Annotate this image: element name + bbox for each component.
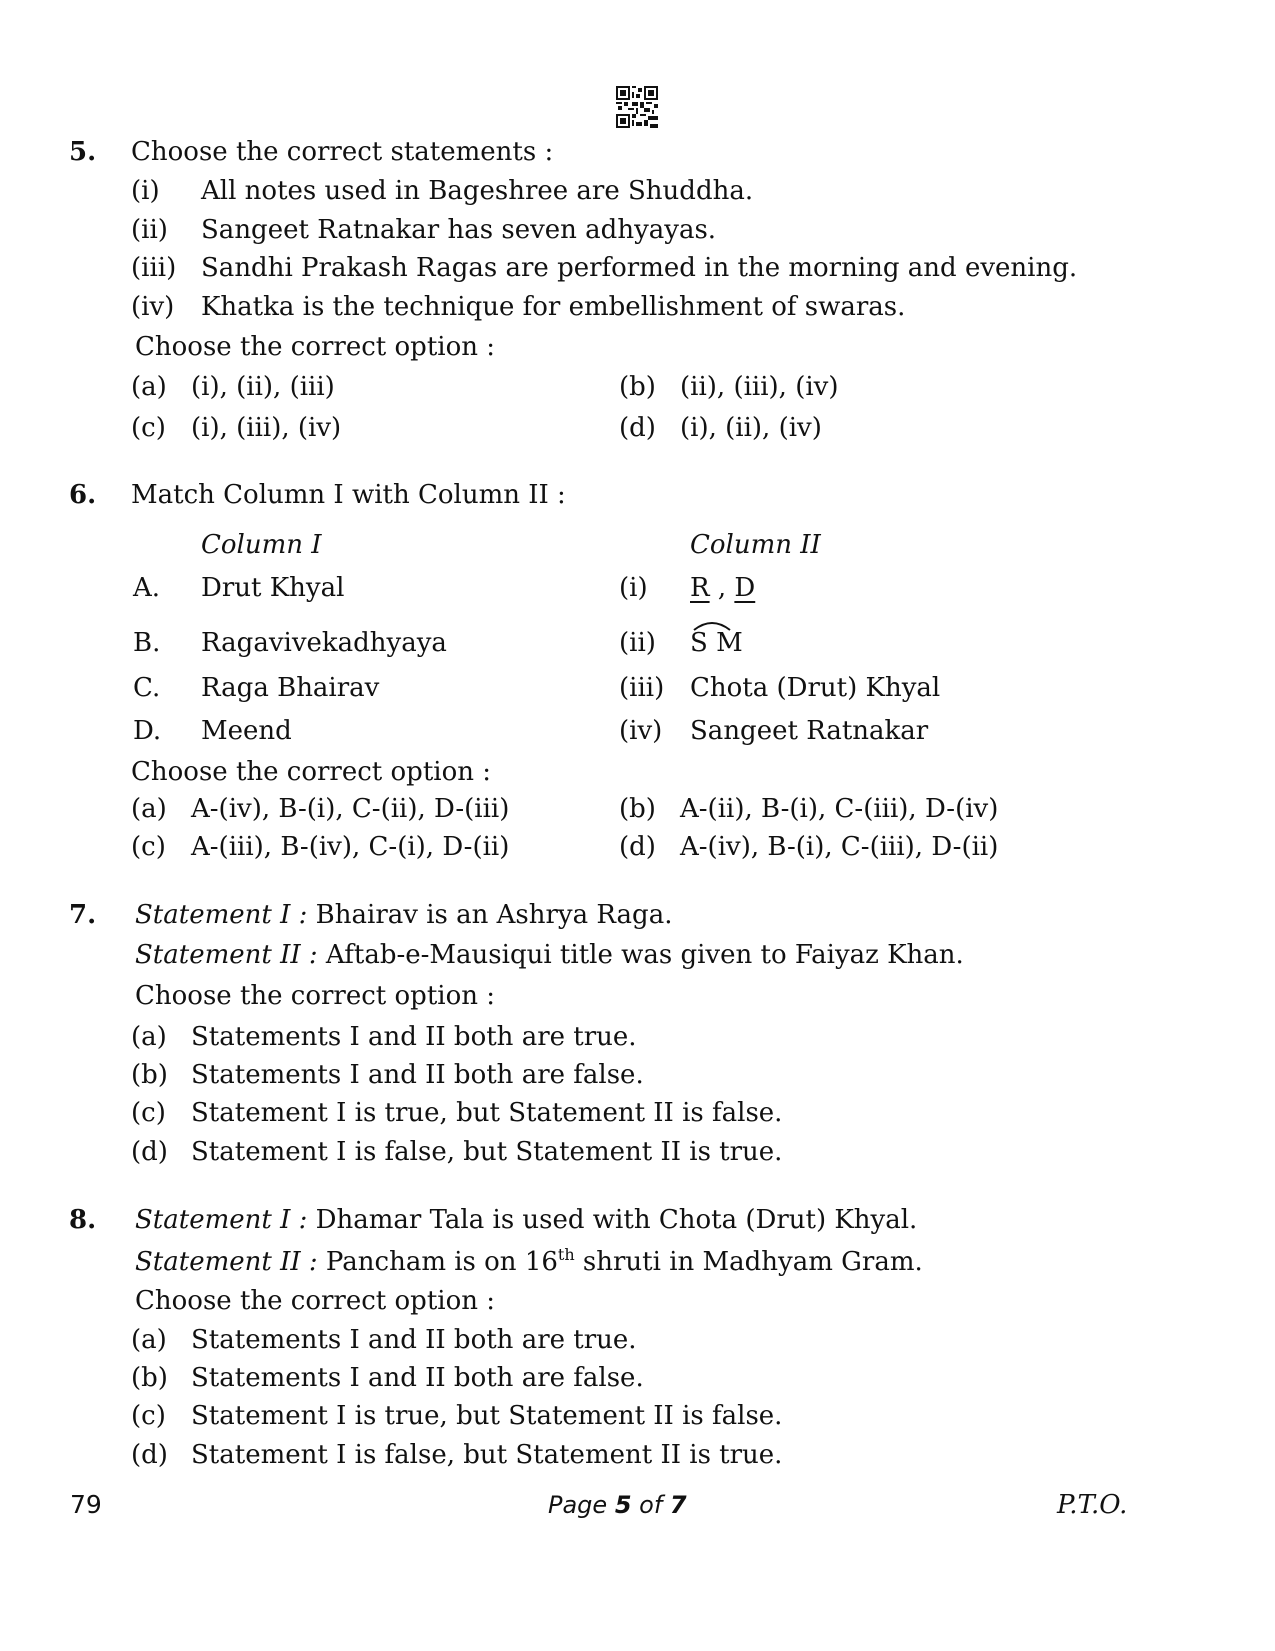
option-label: (c) [131,413,166,443]
statement-1-text: Bhairav is an Ashrya Raga. [307,900,673,930]
option-text: Statement I is true, but Statement II is false. [191,1401,783,1431]
match-label: (ii) [619,628,656,658]
statement-text: All notes used in Bageshree are Shuddha. [201,176,754,206]
option-text: A-(iii), B-(iv), C-(i), D-(ii) [191,832,510,862]
statement-1-label: Statement I : [135,1205,308,1235]
option-label: (a) [131,1325,167,1355]
match-label: B. [133,628,161,658]
statement-2-text-end: shruti in Madhyam Gram. [574,1247,923,1277]
statement-label: (i) [131,176,160,206]
question-number: 5. [69,137,97,167]
option-text: (i), (iii), (iv) [191,413,342,443]
page-prefix: Page [548,1491,615,1519]
match-label: (iv) [619,716,663,746]
option-text: Statement I is false, but Statement II is true. [191,1440,783,1470]
statement-2-text: Aftab-e-Mausiqui title was given to Faiyaz Khan. [317,940,964,970]
option-text: A-(ii), B-(i), C-(iii), D-(iv) [680,794,999,824]
paper-code: 79 [70,1490,102,1519]
statement-2 [135,942,964,968]
page-number [548,1493,687,1517]
pto-label: P.T.O. [1057,1490,1128,1520]
qr-code-icon [616,86,658,128]
match-item: Meend [201,716,292,746]
statement-1-text: Dhamar Tala is used with Chota (Drut) Khyal. [307,1205,918,1235]
option-label: (c) [131,1401,166,1431]
match-item-notation [690,575,755,601]
option-label: (d) [131,1137,168,1167]
statement-text: Khatka is the technique for embellishment of swaras. [201,292,906,322]
option-text: Statements I and II both are false. [191,1363,644,1393]
page-current: 5 [614,1491,632,1519]
match-label: (iii) [619,673,665,703]
ordinal-suffix: th [557,1245,575,1264]
option-text: Statement I is true, but Statement II is false. [191,1098,783,1128]
option-prompt: Choose the correct option : [135,981,496,1011]
question-number: 8. [69,1205,97,1235]
column-2-header: Column II [690,530,821,560]
option-text: Statements I and II both are true. [191,1325,637,1355]
page-total: 7 [669,1491,687,1519]
statement-1 [135,1207,917,1233]
option-prompt: Choose the correct option : [131,757,492,787]
statement-2-label: Statement II : [135,940,318,970]
komal-note: D [734,573,756,603]
match-label: D. [133,716,162,746]
statement-label: (iii) [131,253,177,283]
option-label: (c) [131,1098,166,1128]
option-label: (d) [619,832,656,862]
match-label: C. [133,673,161,703]
option-label: (c) [131,832,166,862]
option-text: Statements I and II both are false. [191,1060,644,1090]
statement-2 [135,1247,923,1275]
match-item: Raga Bhairav [201,673,380,703]
question-stem: Choose the correct statements : [131,137,554,167]
option-label: (b) [619,794,656,824]
option-label: (b) [619,372,656,402]
option-label: (b) [131,1060,168,1090]
option-prompt: Choose the correct option : [135,1286,496,1316]
option-prompt: Choose the correct option : [135,332,496,362]
meend-arc-icon [690,618,734,632]
statement-label: (iv) [131,292,175,322]
statement-text: Sandhi Prakash Ragas are performed in the morning and evening. [201,253,1078,283]
match-item: Drut Khyal [201,573,345,603]
question-number: 6. [69,480,97,510]
question-stem: Match Column I with Column II : [131,480,566,510]
option-label: (a) [131,794,167,824]
match-label: A. [133,573,161,603]
option-label: (a) [131,372,167,402]
match-item: Chota (Drut) Khyal [690,673,941,703]
option-text: A-(iv), B-(i), C-(ii), D-(iii) [191,794,510,824]
meend-notes: S M [690,628,743,658]
statement-1-label: Statement I : [135,900,308,930]
option-label: (b) [131,1363,168,1393]
statement-2-text: Pancham is on 16 [317,1247,558,1277]
column-1-header: Column I [201,530,322,560]
page-of: of [631,1491,670,1519]
match-label: (i) [619,573,648,603]
match-item: Ragavivekadhyaya [201,628,447,658]
match-item-meend [690,630,743,656]
statement-1 [135,902,672,928]
statement-2-label: Statement II : [135,1247,318,1277]
option-text: A-(iv), B-(i), C-(iii), D-(ii) [680,832,999,862]
option-label: (d) [131,1440,168,1470]
option-text: Statement I is false, but Statement II is true. [191,1137,783,1167]
option-label: (a) [131,1022,167,1052]
option-text: (ii), (iii), (iv) [680,372,839,402]
statement-text: Sangeet Ratnakar has seven adhyayas. [201,215,717,245]
option-label: (d) [619,413,656,443]
option-text: (i), (ii), (iii) [191,372,335,402]
statement-label: (ii) [131,215,168,245]
komal-note: R [690,573,710,603]
note-separator: , [709,573,735,603]
option-text: Statements I and II both are true. [191,1022,637,1052]
question-number: 7. [69,900,97,930]
match-item: Sangeet Ratnakar [690,716,929,746]
option-text: (i), (ii), (iv) [680,413,822,443]
